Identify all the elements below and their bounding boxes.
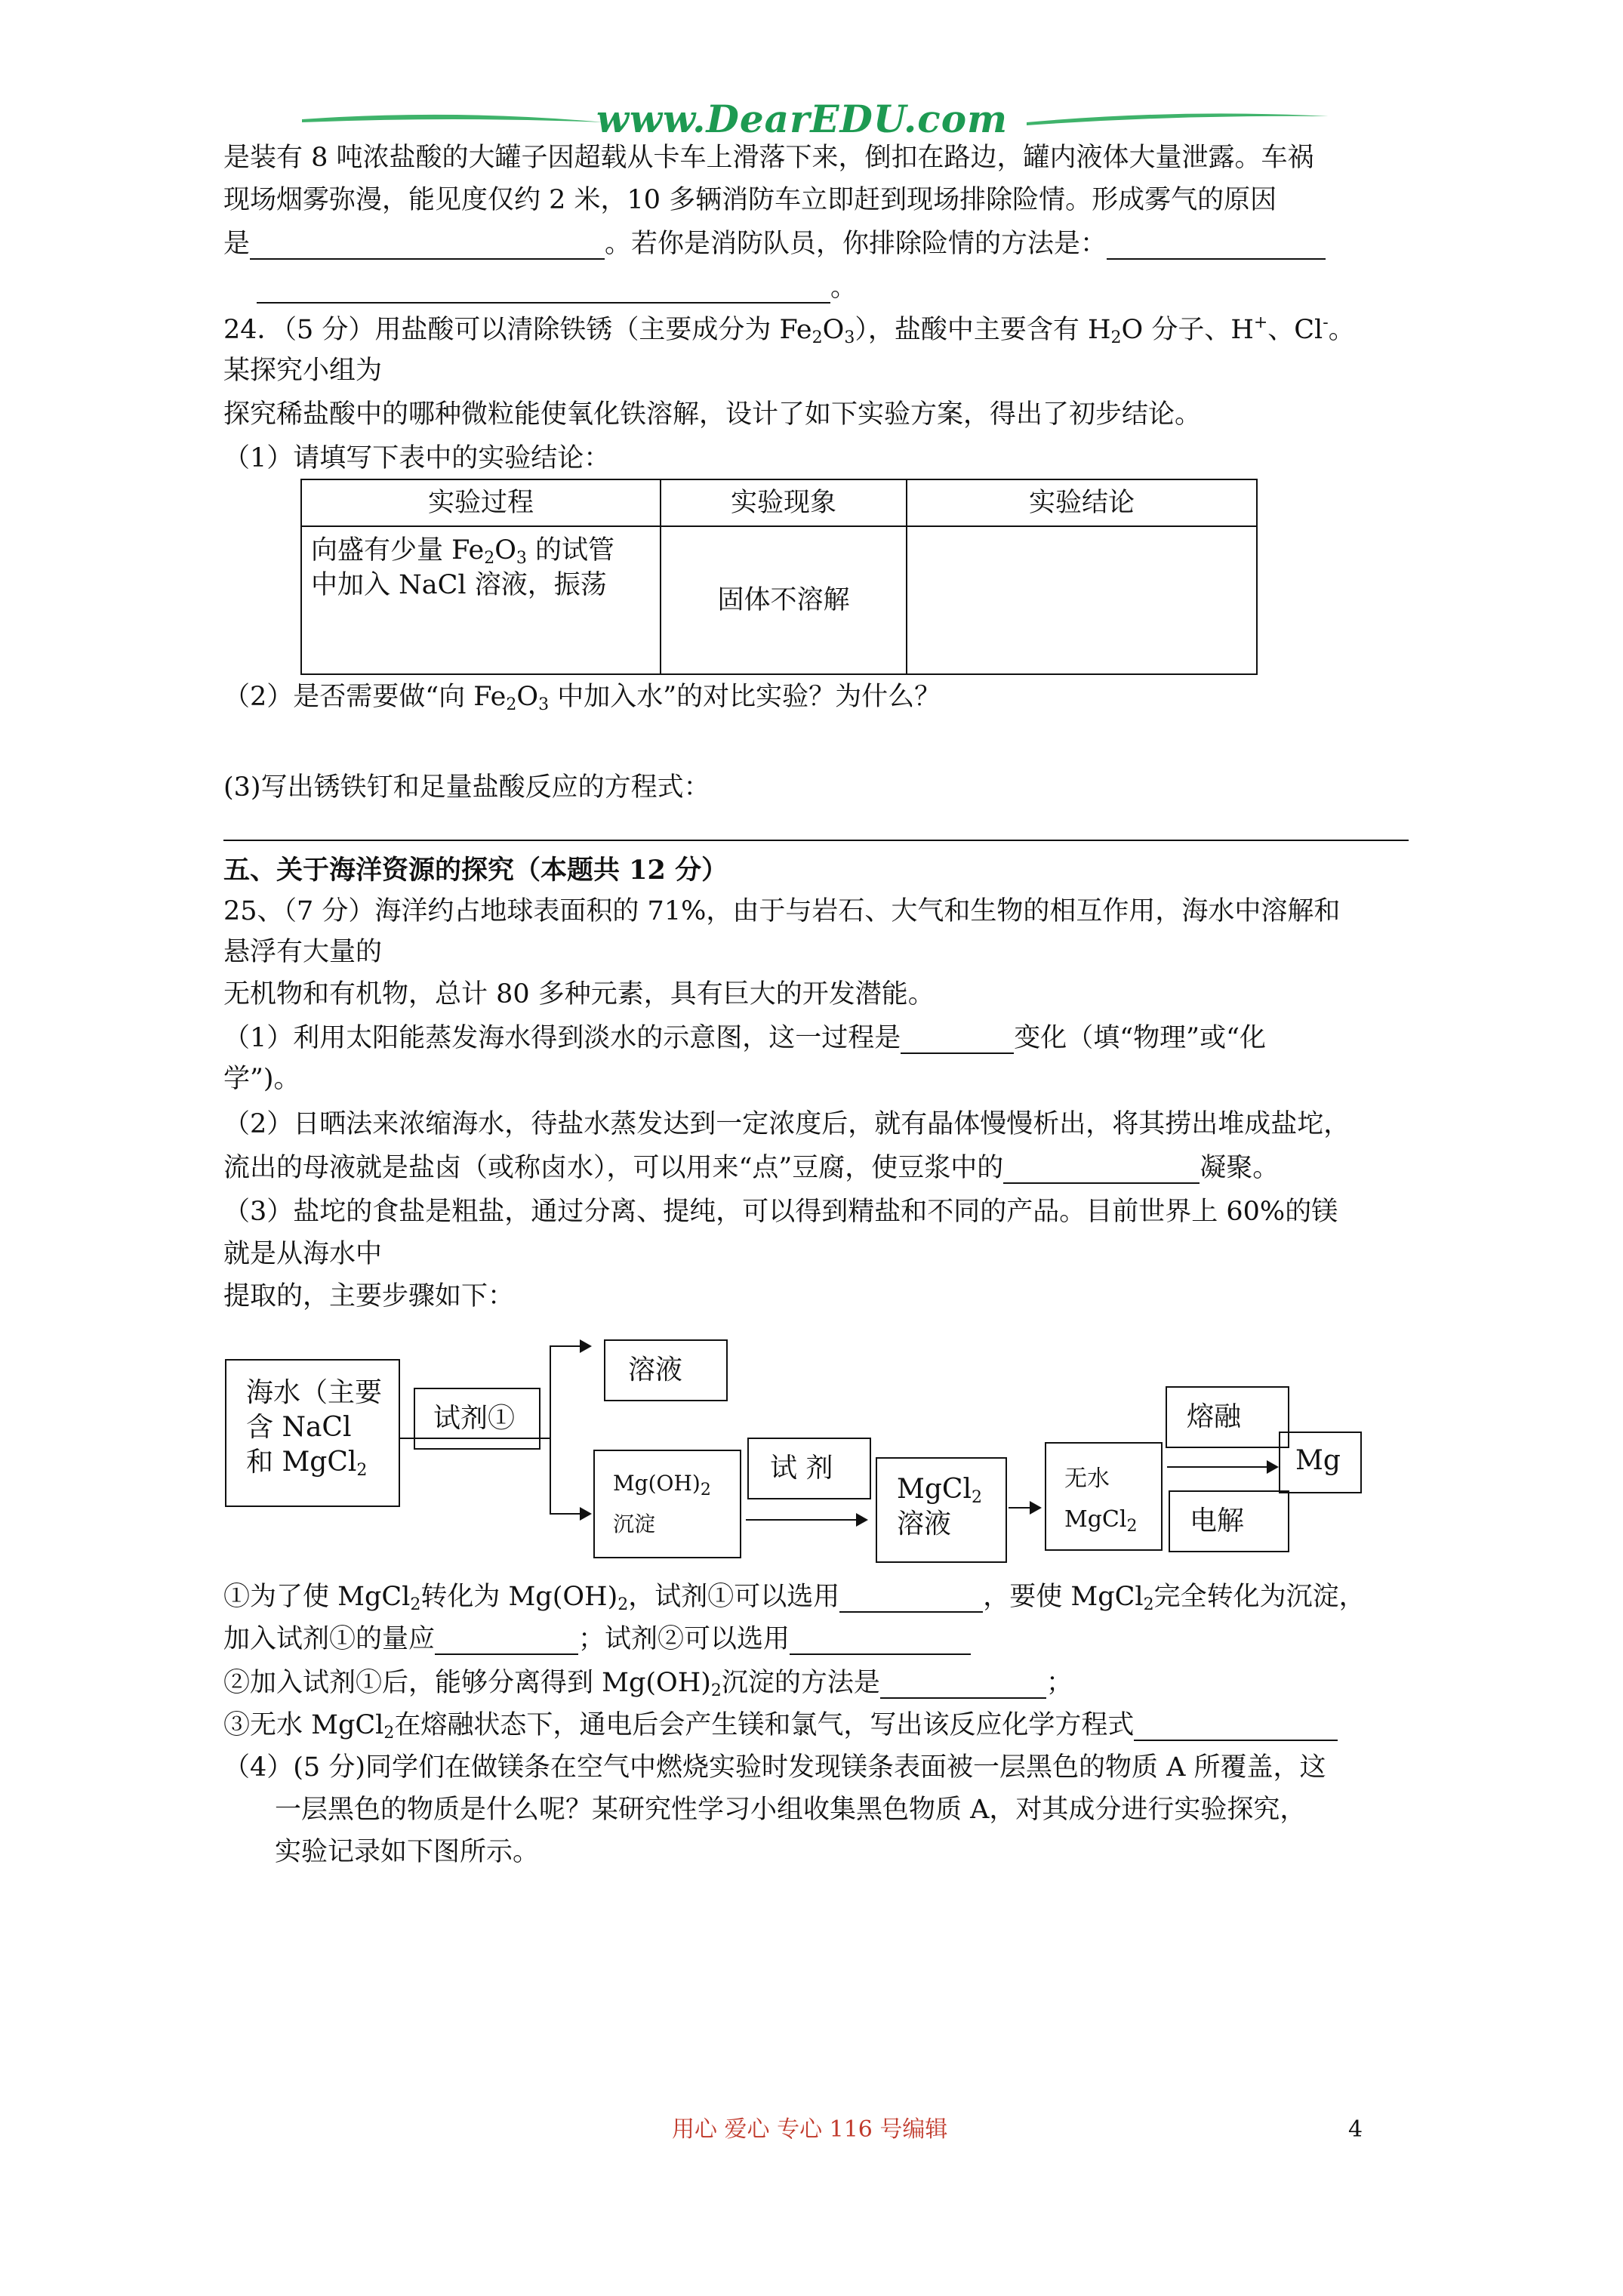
flow-mgcl2-box xyxy=(876,1457,1007,1563)
text-fragment: ；试剂②可以选用 xyxy=(578,1624,790,1654)
subscript: 2 xyxy=(710,1681,722,1700)
text-fragment: 的试管 xyxy=(526,535,615,566)
coagulate-blank[interactable] xyxy=(1003,1157,1200,1184)
reagent1-blank[interactable] xyxy=(839,1586,983,1613)
subscript: 2 xyxy=(356,1461,368,1480)
flow-arrow xyxy=(1167,1466,1277,1468)
subscript: 2 xyxy=(1126,1517,1138,1536)
text-fragment: ），盐酸中主要含有 H xyxy=(855,315,1111,345)
footer-text: 用心 爱心 专心 116 号编辑 xyxy=(672,2116,948,2143)
para-line-3 xyxy=(223,228,1326,260)
text-fragment: 溶液 xyxy=(628,1354,683,1385)
text-fragment: 沉淀的方法是 xyxy=(721,1668,880,1698)
para-line-1: 是装有 8 吨浓盐酸的大罐子因超载从卡车上滑落下来，倒扣在路边，罐内液体大量泄露。车祸 xyxy=(223,143,1314,173)
flow-line xyxy=(400,1438,551,1439)
text-fragment: 试 剂 xyxy=(770,1453,833,1484)
text-fragment: （2）是否需要做“向 Fe xyxy=(223,682,507,712)
subscript: 2 xyxy=(812,328,823,347)
flow-solution-box xyxy=(604,1339,728,1401)
q24-line-2: 某探究小组为 xyxy=(223,356,383,386)
q25-sub-1-cont: 学”)。 xyxy=(223,1064,300,1094)
text-fragment: 是 xyxy=(223,229,251,259)
text-fragment: ； xyxy=(1046,1668,1073,1698)
table-header: 实验现象 xyxy=(661,479,907,526)
q25-sub-4-cont2: 实验记录如下图所示。 xyxy=(275,1837,540,1867)
text-fragment: 溶液 xyxy=(897,1509,952,1539)
amount-blank[interactable] xyxy=(435,1628,578,1655)
superscript: - xyxy=(1323,313,1329,332)
text-fragment: 。 xyxy=(1328,315,1355,345)
method-blank[interactable] xyxy=(1107,233,1326,260)
q25-line-3: 无机物和有机物，总计 80 多种元素，具有巨大的开发潜能。 xyxy=(223,979,935,1009)
text-fragment: 在熔融状态下，通电后会产生镁和氯气，写出该反应化学方程式 xyxy=(394,1710,1135,1740)
flow-arrow xyxy=(550,1513,590,1515)
flow-line xyxy=(550,1345,551,1515)
text-fragment: 流出的母液就是盐卤（或称卤水），可以用来“点”豆腐，使豆浆中的 xyxy=(223,1153,1004,1183)
subscript: 2 xyxy=(971,1488,982,1507)
flow-seawater-box xyxy=(225,1359,400,1507)
para-line-4 xyxy=(257,272,857,304)
text-fragment: 向盛有少量 Fe xyxy=(311,535,485,566)
subscript: 2 xyxy=(410,1595,421,1614)
text-fragment: O xyxy=(516,682,539,712)
text-fragment: MgCl xyxy=(897,1474,972,1505)
table-cell-process xyxy=(301,526,661,674)
q24-line-1 xyxy=(223,314,1355,346)
text-fragment: 变化（填“物理”或“化 xyxy=(1014,1023,1266,1053)
q24-sub-2 xyxy=(223,681,941,713)
q25-sub-3: （3）盐坨的食盐是粗盐，通过分离、提纯，可以得到精盐和不同的产品。目前世界上 60%的镁 xyxy=(223,1197,1338,1227)
text-fragment: 24．（5 分）用盐酸可以清除铁锈（主要成分为 Fe xyxy=(223,315,812,345)
q25-sub-4: （4）(5 分)同学们在做镁条在空气中燃烧实验时发现镁条表面被一层黑色的物质 A 所覆盖，这 xyxy=(223,1752,1326,1783)
flow-anhydrous-box xyxy=(1045,1442,1163,1551)
conclusion-input-cell[interactable] xyxy=(907,526,1257,674)
subscript: 2 xyxy=(617,1595,629,1614)
text-fragment: Mg(OH) xyxy=(613,1471,701,1496)
q25-item-3 xyxy=(223,1709,1338,1741)
table-header: 实验过程 xyxy=(301,479,661,526)
text-fragment: 试剂① xyxy=(433,1403,516,1434)
equation-blank[interactable] xyxy=(1134,1714,1338,1741)
text-fragment: ①为了使 MgCl xyxy=(223,1582,411,1612)
text-fragment: 完全转化为沉淀， xyxy=(1153,1582,1366,1612)
experiment-table xyxy=(300,479,1258,675)
text-fragment: ②加入试剂①后，能够分离得到 Mg(OH) xyxy=(223,1668,711,1698)
text-fragment: 凝聚。 xyxy=(1200,1153,1280,1183)
flow-arrow xyxy=(1009,1507,1040,1509)
page-number: 4 xyxy=(1348,2116,1363,2143)
header-swoosh-left xyxy=(302,106,604,136)
q25-item-1 xyxy=(223,1581,1366,1613)
subscript: 2 xyxy=(700,1481,711,1499)
table-cell-phenomenon: 固体不溶解 xyxy=(661,526,907,674)
subscript: 2 xyxy=(383,1724,395,1743)
text-fragment: ③无水 MgCl xyxy=(223,1710,384,1740)
q25-sub-4-cont: 一层黑色的物质是什么呢？某研究性学习小组收集黑色物质 A，对其成分进行实验探究， xyxy=(275,1795,1307,1825)
q25-item-1-cont xyxy=(223,1623,971,1655)
flow-electrolysis-box xyxy=(1169,1490,1289,1552)
flow-reagent2-box xyxy=(747,1438,871,1499)
table-header: 实验结论 xyxy=(907,479,1257,526)
text-fragment: 转化为 Mg(OH) xyxy=(420,1582,618,1612)
text-fragment: 。若你是消防队员，你排除险情的方法是： xyxy=(605,229,1107,259)
text-fragment: 熔融 xyxy=(1187,1401,1242,1432)
para-line-2: 现场烟雾弥漫，能见度仅约 2 米，10 多辆消防车立即赶到现场排除险情。形成雾气的原因 xyxy=(223,185,1277,215)
text-fragment: O xyxy=(822,315,845,345)
text-fragment: 海水（主要 xyxy=(246,1377,383,1408)
subscript: 2 xyxy=(484,549,495,568)
subscript: 3 xyxy=(538,695,550,714)
flow-molten-box xyxy=(1166,1386,1289,1448)
text-fragment: 、Cl xyxy=(1267,315,1323,345)
q25-item-2 xyxy=(223,1667,1073,1699)
change-type-blank[interactable] xyxy=(901,1027,1014,1054)
subscript: 2 xyxy=(1110,328,1122,347)
text-fragment: 沉淀 xyxy=(613,1512,656,1536)
flow-mgoh-box xyxy=(593,1450,741,1558)
q24-sub-3: (3)写出锈铁钉和足量盐酸反应的方程式： xyxy=(223,772,710,803)
text-fragment: MgCl xyxy=(1064,1506,1127,1533)
text-fragment: 中加入 NaCl 溶液，振荡 xyxy=(311,570,607,600)
method-blank-cont[interactable] xyxy=(257,276,830,304)
text-fragment: 和 MgCl xyxy=(246,1447,357,1478)
fog-cause-blank[interactable] xyxy=(250,233,605,260)
text-fragment: ，要使 MgCl xyxy=(983,1582,1144,1612)
subscript: 2 xyxy=(1143,1595,1154,1614)
separation-blank[interactable] xyxy=(880,1672,1046,1699)
flow-reagent1-box xyxy=(414,1388,540,1450)
header-swoosh-right xyxy=(1027,106,1329,136)
answer-line[interactable] xyxy=(223,840,1409,841)
q25-sub-3-cont: 就是从海水中 xyxy=(223,1239,383,1269)
text-fragment: 。 xyxy=(830,273,858,303)
text-fragment: ，试剂①可以选用 xyxy=(628,1582,840,1612)
text-fragment: Mg xyxy=(1295,1445,1341,1476)
q25-line-2: 悬浮有大量的 xyxy=(223,937,383,967)
q25-sub-1 xyxy=(223,1022,1266,1054)
flow-arrow xyxy=(746,1519,867,1521)
text-fragment: O xyxy=(494,535,516,566)
section-5-title: 五、关于海洋资源的探究（本题共 12 分） xyxy=(223,855,728,886)
text-fragment: 无水 xyxy=(1064,1465,1110,1492)
text-fragment: （1）利用太阳能蒸发海水得到淡水的示意图，这一过程是 xyxy=(223,1023,901,1053)
q25-line-1: 25、（7 分）海洋约占地球表面积的 71%，由于与岩石、大气和生物的相互作用，海水中溶解和 xyxy=(223,896,1341,926)
header-logo: www.DearEDU.com xyxy=(596,97,1009,141)
q24-line-3: 探究稀盐酸中的哪种微粒能使氧化铁溶解，设计了如下实验方案，得出了初步结论。 xyxy=(223,399,1202,430)
q25-sub-3-cont2: 提取的，主要步骤如下： xyxy=(223,1281,515,1311)
reagent2-blank[interactable] xyxy=(790,1628,971,1655)
q25-sub-2-cont xyxy=(223,1152,1279,1184)
text-fragment: 含 NaCl xyxy=(246,1412,352,1443)
text-fragment: 加入试剂①的量应 xyxy=(223,1624,436,1654)
text-fragment: 中加入水”的对比实验？为什么？ xyxy=(549,682,941,712)
q25-sub-2: （2）日晒法来浓缩海水，待盐水蒸发达到一定浓度后，就有晶体慢慢析出，将其捞出堆成盐坨， xyxy=(223,1109,1350,1139)
text-fragment: O 分子、H xyxy=(1121,315,1254,345)
superscript: + xyxy=(1253,313,1268,332)
subscript: 3 xyxy=(516,549,527,568)
q24-sub-1: （1）请填写下表中的实验结论： xyxy=(223,443,611,473)
flow-mg-box xyxy=(1279,1432,1362,1493)
text-fragment: 电解 xyxy=(1190,1505,1245,1536)
flow-arrow xyxy=(550,1345,590,1347)
subscript: 3 xyxy=(844,328,855,347)
subscript: 2 xyxy=(506,695,517,714)
